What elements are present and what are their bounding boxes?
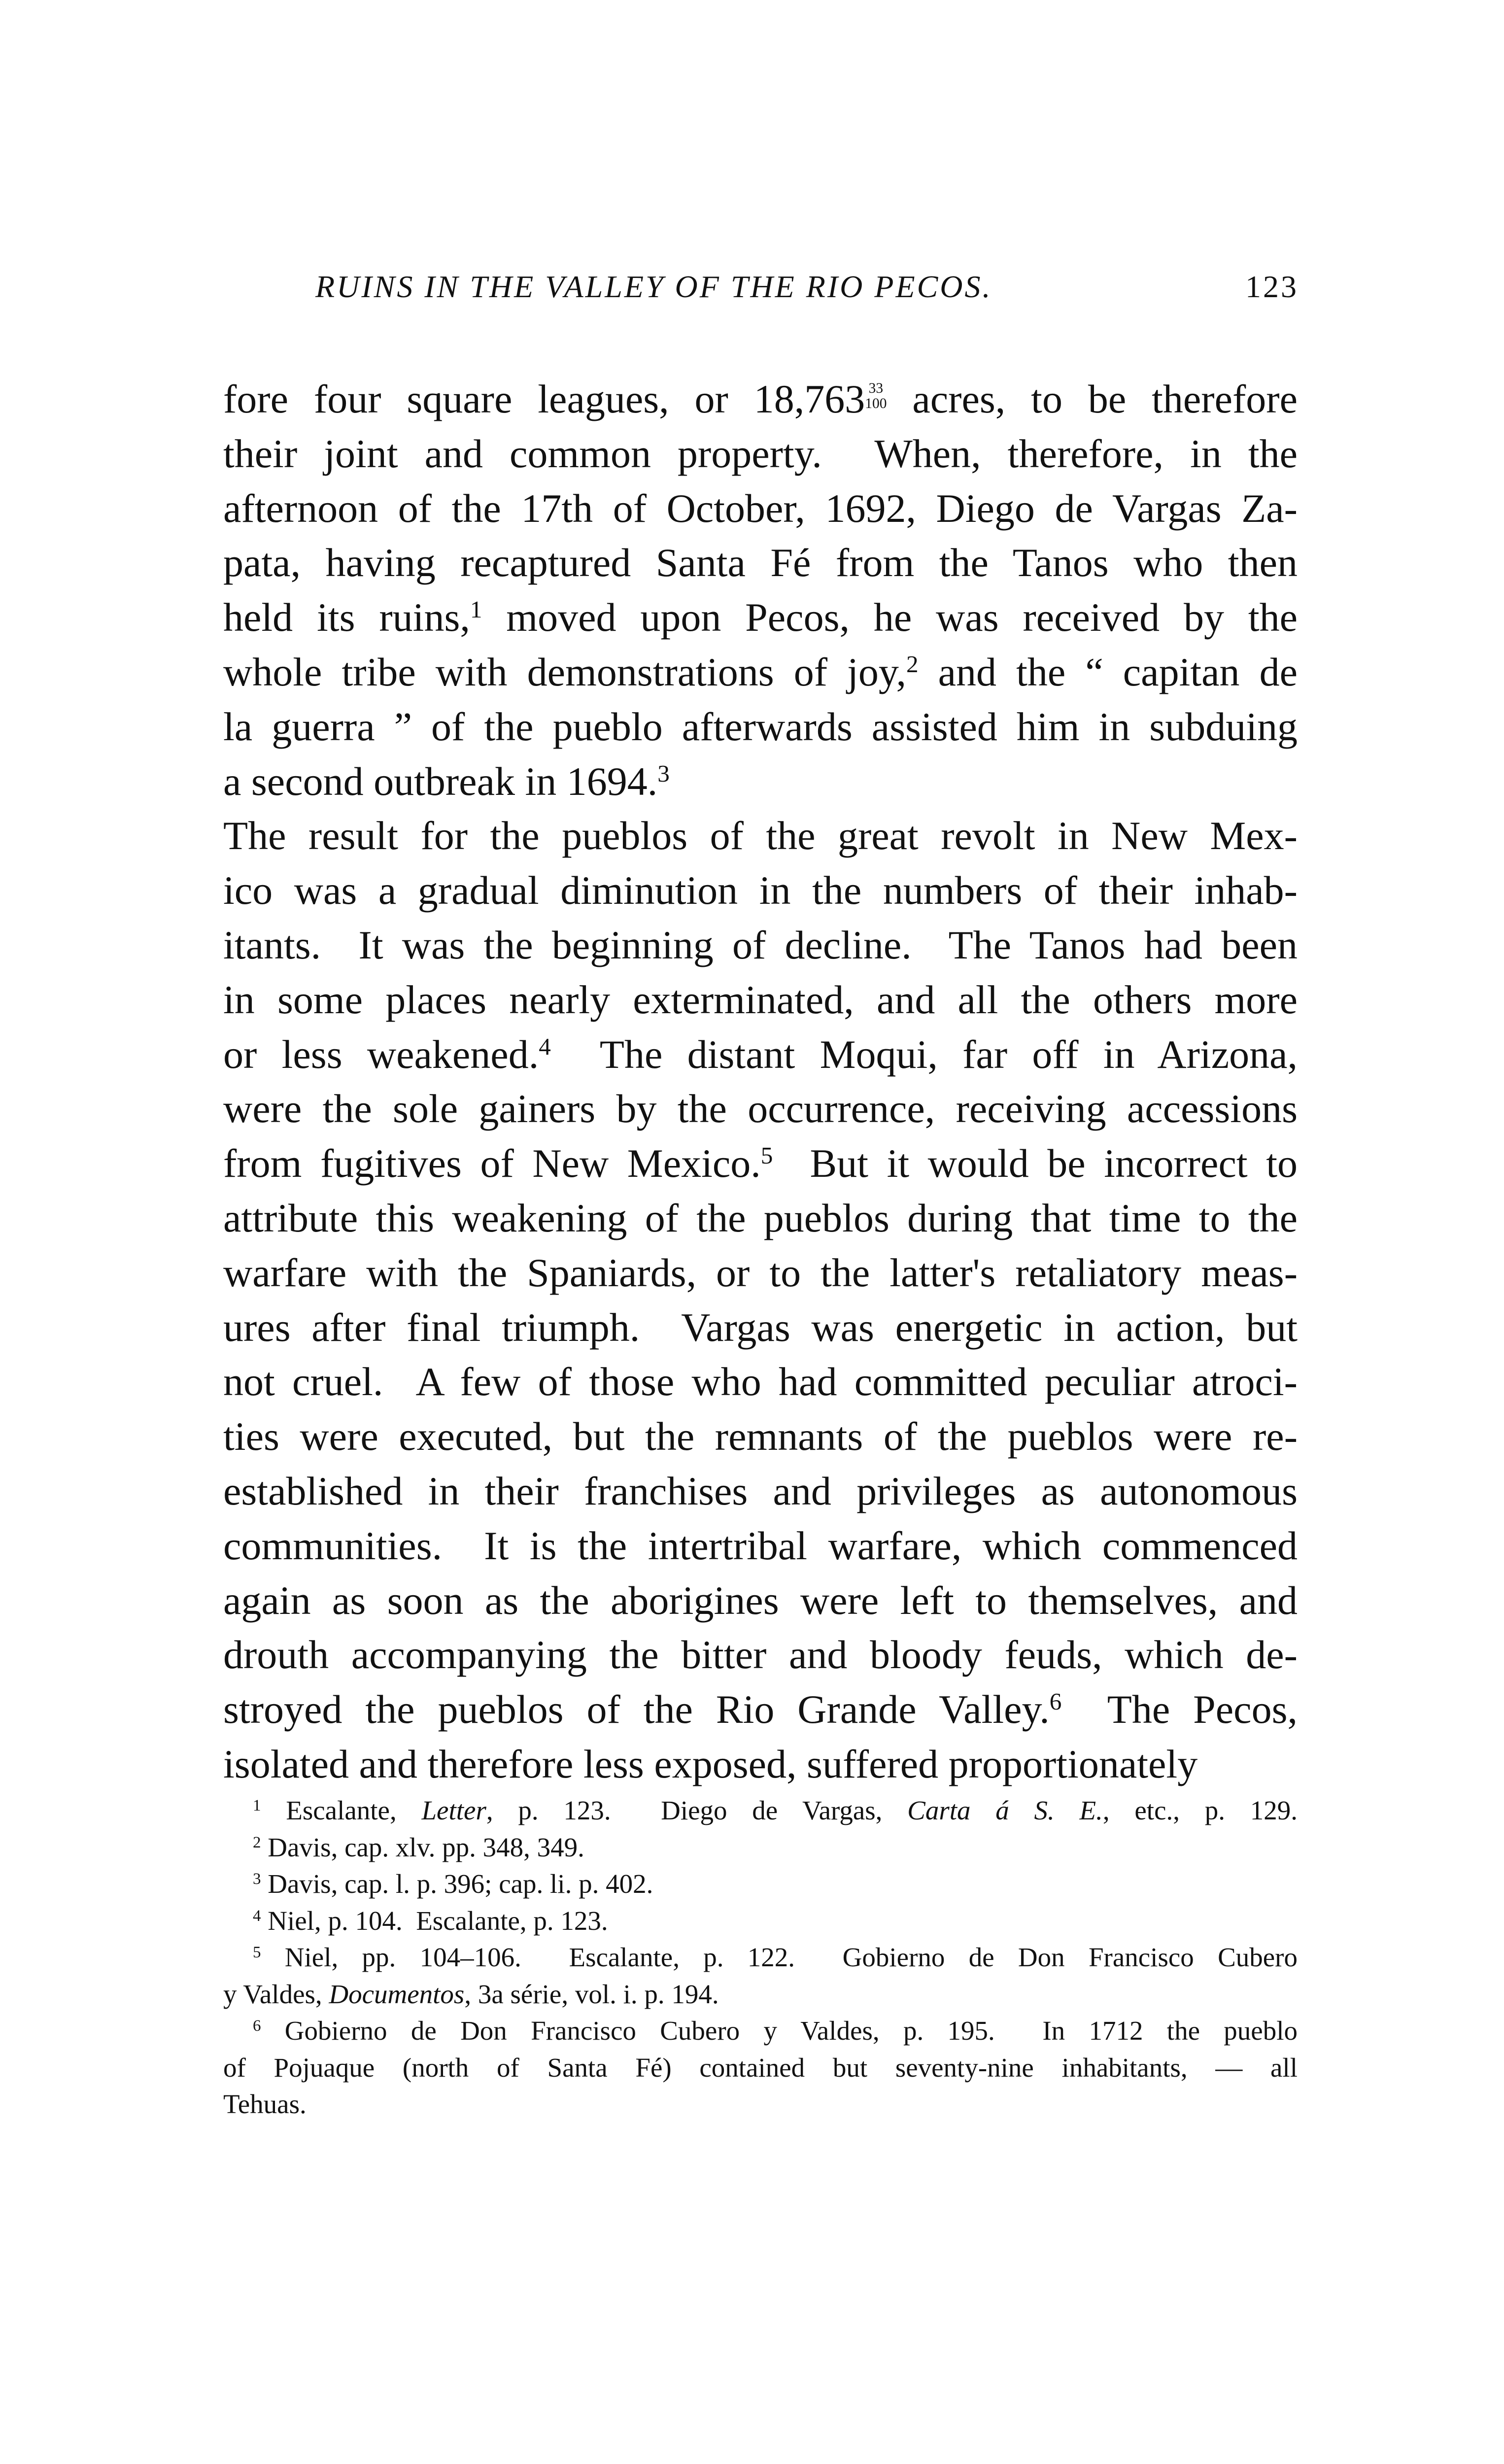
footnote-line: [223, 2086, 1298, 2123]
footnote-line: [223, 1976, 1298, 2013]
footnote-line: [223, 1939, 1298, 1976]
footnote-line: [223, 2013, 1298, 2050]
text-run: from fugitives of New Mexico.: [223, 1141, 761, 1186]
footnote-marker: 4: [539, 1032, 551, 1060]
text-run: la guerra ” of the pueblo afterwards assisted him in subduing: [223, 704, 1298, 749]
text-run: , etc., p. 129.: [1102, 1795, 1298, 1825]
text-run: ures after final triumph. Vargas was energetic in action, but: [223, 1304, 1298, 1350]
text-run: Niel, p. 104. Escalante, p. 123.: [261, 1905, 608, 1936]
footnote-marker: 6: [253, 2017, 261, 2035]
text-line: [223, 536, 1298, 590]
footnote-line: [223, 1792, 1298, 1829]
text-run: of Pojuaque (north of Santa Fé) contained but seventy-nine inhabitants, — all: [223, 2052, 1298, 2083]
text-line: [223, 1682, 1298, 1737]
text-run: fore four square leagues, or 18,763: [223, 376, 865, 421]
text-run: acres, to be therefore: [887, 376, 1298, 421]
text-line: [223, 645, 1298, 700]
text-line: [223, 1574, 1298, 1628]
text-run: The Pecos,: [1061, 1687, 1298, 1732]
text-run: , 3a série, vol. i. p. 194.: [464, 1979, 719, 2009]
text-run: ties were executed, but the remnants of the pueblos were re-: [223, 1414, 1298, 1459]
footnote-line: [223, 1829, 1298, 1866]
footnote-marker: 5: [253, 1943, 261, 1961]
text-run: The distant Moqui, far off in Arizona,: [550, 1031, 1298, 1077]
footnote-marker: 6: [1049, 1688, 1062, 1715]
text-run: moved upon Pecos, he was received by the: [482, 595, 1298, 640]
text-run: communities. It is the intertribal warfare, which commenced: [223, 1523, 1298, 1568]
text-line: [223, 863, 1298, 918]
text-line: [223, 372, 1298, 427]
text-line: [223, 1191, 1298, 1246]
text-line: [223, 1409, 1298, 1464]
text-line: [223, 918, 1298, 973]
text-run: attribute this weakening of the pueblos during that time to the: [223, 1195, 1298, 1240]
italic-title: Documentos: [329, 1979, 465, 2009]
text-run: isolated and therefore less exposed, suffered proportionately: [223, 1741, 1198, 1786]
text-line: [223, 1519, 1298, 1574]
text-line: [223, 754, 1298, 809]
text-line: [223, 1628, 1298, 1682]
text-run: Escalante,: [261, 1795, 422, 1825]
footnote-marker: 1: [470, 596, 482, 623]
text-line: [223, 1300, 1298, 1355]
text-run: drouth accompanying the bitter and bloody feuds, which de-: [223, 1632, 1298, 1677]
footnote-marker: 5: [760, 1142, 773, 1169]
text-line: [223, 1027, 1298, 1082]
text-line: [223, 1464, 1298, 1519]
body-text: [223, 372, 1298, 1792]
text-run: a second outbreak in 1694.: [223, 758, 658, 804]
italic-title: Carta á S. E.: [907, 1795, 1103, 1825]
text-line: [223, 1737, 1298, 1792]
text-run: or less weakened.: [223, 1031, 539, 1077]
footnotes: [223, 1792, 1298, 2123]
text-run: Niel, pp. 104–106. Escalante, p. 122. Gobierno de Don Francisco Cubero: [261, 1942, 1298, 1972]
text-run: But it would be incorrect to: [773, 1141, 1298, 1186]
running-header: [315, 269, 1299, 313]
text-run: Davis, cap. l. p. 396; cap. li. p. 402.: [261, 1869, 653, 1899]
text-run: The result for the pueblos of the great revolt in New Mex-: [223, 813, 1298, 858]
page-number: 123: [1245, 269, 1299, 304]
footnote-line: [223, 2050, 1298, 2087]
text-line: [223, 700, 1298, 754]
text-line: [223, 1355, 1298, 1409]
text-run: ico was a gradual diminution in the numbers of their inhab-: [223, 868, 1298, 913]
text-line: [223, 1246, 1298, 1300]
italic-title: Letter: [421, 1795, 486, 1825]
text-run: pata, having recaptured Santa Fé from the Tanos who then: [223, 540, 1298, 585]
text-line: [223, 590, 1298, 645]
text-run: afternoon of the 17th of October, 1692, Diego de Vargas Za-: [223, 485, 1298, 531]
text-run: established in their franchises and privileges as autonomous: [223, 1468, 1298, 1513]
text-run: whole tribe with demonstrations of joy,: [223, 649, 907, 694]
text-run: were the sole gainers by the occurrence, receiving accessions: [223, 1086, 1298, 1131]
footnote-marker: 2: [906, 650, 919, 678]
fraction-denominator: 100: [865, 396, 887, 412]
text-run: held its ruins,: [223, 595, 470, 640]
text-run: in some places nearly exterminated, and all the others more: [223, 977, 1298, 1022]
text-run: stroyed the pueblos of the Rio Grande Valley.: [223, 1687, 1050, 1732]
text-line: [223, 1136, 1298, 1191]
footnote-marker: 4: [253, 1907, 261, 1925]
fraction: [865, 381, 887, 411]
text-run: , p. 123. Diego de Vargas,: [486, 1795, 908, 1825]
text-line: [223, 1082, 1298, 1136]
text-line: [223, 481, 1298, 536]
footnote-marker: 3: [253, 1870, 261, 1888]
text-run: not cruel. A few of those who had committed peculiar atroci-: [223, 1359, 1298, 1404]
footnote-marker: 3: [657, 759, 670, 787]
fraction-numerator: 33: [868, 380, 884, 397]
text-line: [223, 973, 1298, 1027]
running-title: RUINS IN THE VALLEY OF THE RIO PECOS.: [315, 269, 992, 304]
text-run: Tehuas.: [223, 2089, 307, 2119]
text-run: itants. It was the beginning of decline. The Tanos had been: [223, 922, 1298, 967]
text-run: y Valdes,: [223, 1979, 329, 2009]
text-run: Davis, cap. xlv. pp. 348, 349.: [261, 1832, 584, 1862]
footnote-line: [223, 1903, 1298, 1940]
text-run: Gobierno de Don Francisco Cubero y Valdes, p. 195. In 1712 the pueblo: [261, 2016, 1298, 2046]
footnote-marker: 2: [253, 1833, 261, 1851]
text-line: [223, 427, 1298, 481]
text-run: their joint and common property. When, therefore, in the: [223, 431, 1298, 476]
footnote-marker: 1: [253, 1796, 261, 1814]
text-line: [223, 809, 1298, 863]
text-run: warfare with the Spaniards, or to the latter's retaliatory meas-: [223, 1250, 1298, 1295]
text-run: again as soon as the aborigines were left to themselves, and: [223, 1577, 1298, 1623]
footnote-line: [223, 1866, 1298, 1903]
text-run: and the “ capitan de: [918, 649, 1298, 694]
